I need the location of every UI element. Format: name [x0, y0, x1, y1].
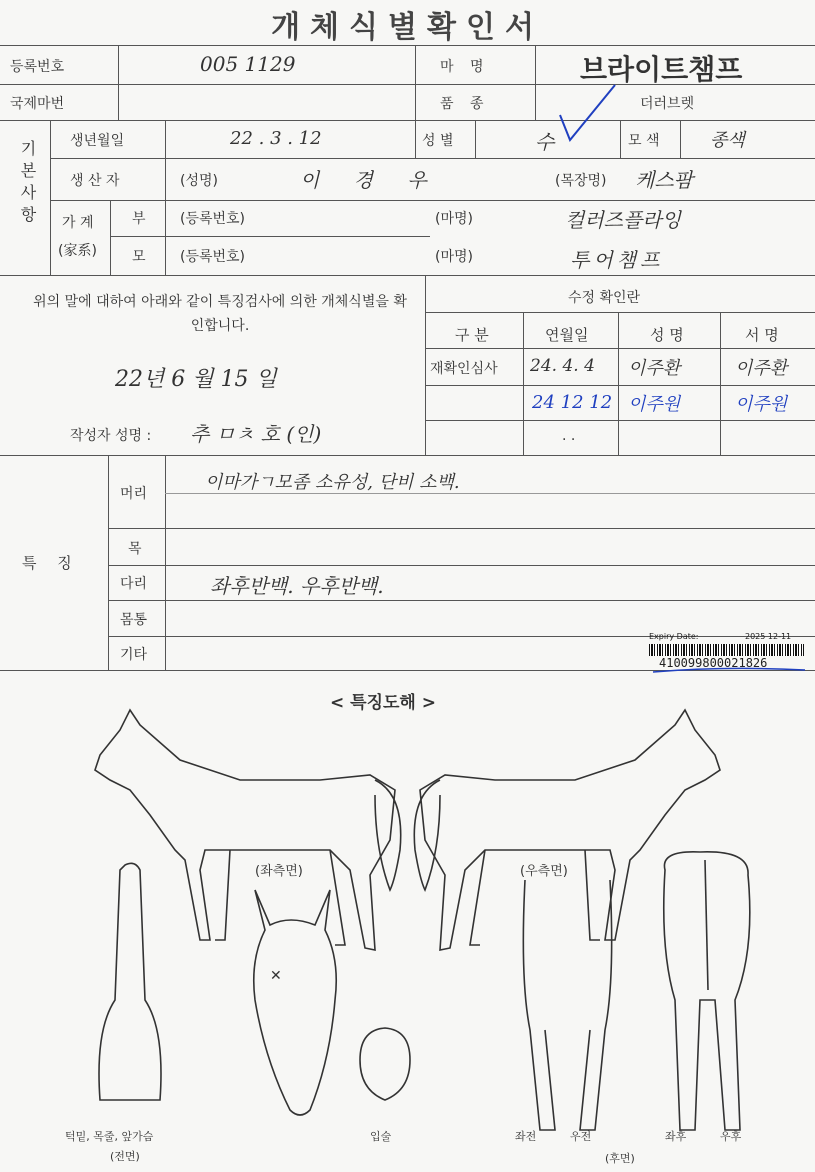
dam-reg-paren: (등록번호): [180, 249, 246, 265]
front-caption: (전면): [110, 1150, 140, 1163]
history-col-name: 성 명: [650, 326, 684, 344]
history-row-sign: 이주환: [735, 358, 788, 379]
history-title: 수정 확인란: [568, 290, 641, 306]
horse-name-label: 마 명: [440, 59, 490, 75]
expiry-label: Expiry Date:: [649, 632, 699, 641]
history-row-name: 이주환: [628, 358, 681, 379]
author-value: 추 ㅁㅊ 호 (인): [190, 422, 322, 446]
left-fore-caption: 좌전: [515, 1130, 537, 1143]
history-row-date: 24 12 12: [532, 392, 613, 413]
history-row-date: . .: [562, 428, 576, 444]
breeder-name-paren: (성명): [180, 173, 218, 189]
head-label: 머리: [120, 486, 148, 502]
sire-name-paren: (마명): [435, 211, 473, 227]
lineage-hanja: (家系): [58, 243, 97, 259]
breed-label: 품 종: [440, 96, 490, 112]
birth-label: 생년월일: [70, 133, 125, 149]
expiry-value: 2025 12-11: [745, 632, 792, 641]
head-front-drawing: [254, 890, 337, 1115]
horse-left-side-drawing: [95, 710, 401, 950]
color-value: 종색: [710, 130, 745, 151]
history-row-sign: 이주원: [735, 394, 788, 415]
breeder-name-value: 이 경 우: [300, 168, 441, 192]
sire-label: 부: [132, 211, 146, 227]
sire-name-value: 컬러즈플라잉: [565, 208, 681, 232]
dam-name-paren: (마명): [435, 249, 473, 265]
history-col-date: 연월일: [545, 326, 589, 344]
history-col-type: 구 분: [455, 326, 489, 344]
dam-name-value: 투어챔프: [570, 248, 664, 272]
sex-value: 수: [535, 130, 555, 154]
author-label: 작성자 성명 :: [70, 428, 152, 444]
reg-no-label: 등록번호: [10, 59, 65, 75]
history-row-type: 재확인심사: [430, 361, 498, 377]
document-title: 개체식별확인서: [271, 10, 544, 45]
blue-underline: [645, 666, 810, 678]
features-section-label: 특 징: [22, 554, 80, 572]
etc-label: 기타: [120, 647, 148, 663]
legs-value: 좌후반백. 우후반백.: [210, 574, 384, 598]
farm-paren: (목장명): [555, 173, 607, 189]
breeder-label: 생 산 자: [70, 173, 120, 189]
right-fore-caption: 우전: [570, 1130, 592, 1143]
neck-label: 목: [128, 541, 142, 557]
left-side-caption: (좌측면): [255, 864, 303, 879]
front-neck-caption: 턱밑, 목줄, 앞가슴: [65, 1130, 154, 1143]
confirmation-statement: 위의 말에 대하여 아래와 같이 특징검사에 의한 개체식별을 확인합니다.: [33, 294, 407, 334]
birth-value: 22 . 3 . 12: [230, 128, 322, 149]
front-legs-drawing: [523, 880, 611, 1130]
head-value: 이마가ㄱ모좀 소유성, 단비 소백.: [205, 472, 460, 493]
muzzle-drawing: [360, 1028, 410, 1100]
color-label: 모 색: [628, 133, 660, 149]
breed-value: 더러브렛: [640, 96, 695, 112]
horse-diagram: [0, 700, 815, 1172]
barcode: [649, 644, 804, 656]
sticker-number: 410099800021826: [659, 656, 768, 670]
sex-label: 성 별: [422, 133, 454, 149]
svg-text:✕: ✕: [270, 968, 282, 984]
legs-label: 다리: [120, 576, 148, 592]
horse-right-side-drawing: [414, 710, 720, 950]
confirmation-date: 22년 6 월 15 일: [115, 367, 277, 392]
horse-name-value: 브라이트챔프: [580, 53, 743, 86]
history-col-sign: 서 명: [745, 326, 779, 344]
intl-no-label: 국제마번: [10, 96, 65, 112]
body-label: 몸통: [120, 612, 148, 628]
reg-no-value: 005 1129: [200, 52, 296, 76]
rear-caption: (후면): [605, 1152, 635, 1165]
sire-reg-paren: (등록번호): [180, 211, 246, 227]
history-row-date: 24. 4. 4: [530, 356, 595, 376]
basic-section-label: 기본사항: [18, 140, 37, 228]
lineage-label: 가 계: [62, 215, 94, 231]
barcode-sticker: [645, 630, 810, 678]
left-hind-caption: 좌후: [665, 1130, 687, 1143]
diagram-title: < 특징도해 >: [330, 693, 437, 713]
front-chest-drawing: [99, 863, 161, 1100]
dam-label: 모: [132, 249, 146, 265]
rear-drawing: [664, 852, 750, 1130]
muzzle-caption: 입술: [370, 1130, 392, 1143]
right-hind-caption: 우후: [720, 1130, 742, 1143]
farm-value: 케스팜: [635, 168, 693, 192]
right-side-caption: (우측면): [520, 864, 568, 879]
history-row-name: 이주원: [628, 394, 681, 415]
